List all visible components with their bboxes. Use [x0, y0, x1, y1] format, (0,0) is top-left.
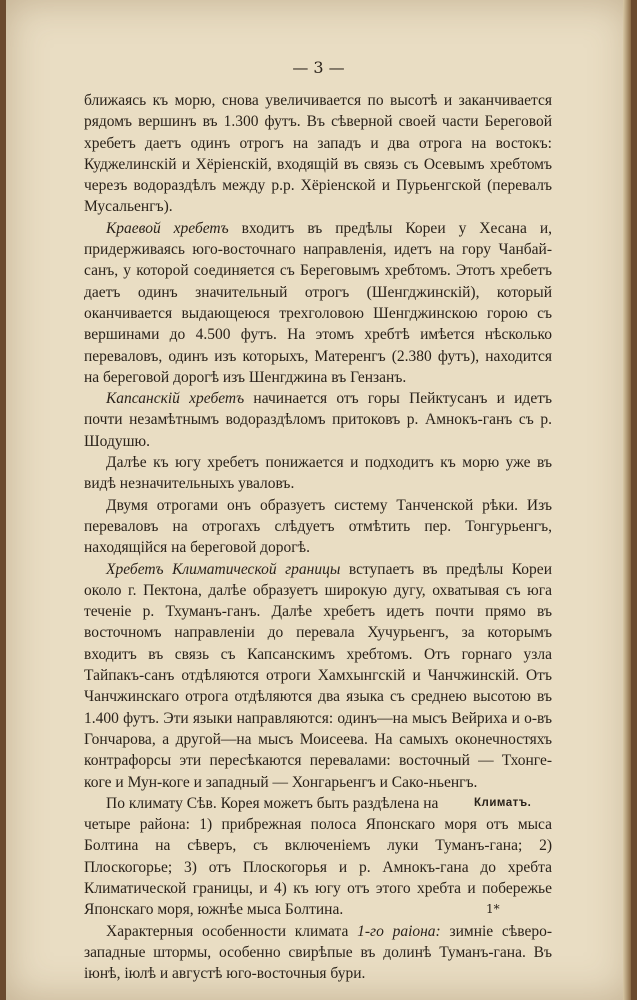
ridge-name: Капсанскій хребетъ: [106, 390, 245, 408]
paragraph-climate-intro: По климату Сѣв. Корея можетъ быть раздѣлена на: [106, 794, 439, 812]
text-line: Мусальенгъ).: [84, 198, 173, 216]
region-label: 1-го раіона:: [357, 922, 441, 940]
paragraph-text: входитъ въ предѣлы Кореи у Хесана и, придерживаясь юго-восточнаго направленія, идетъ на гору Чанбай-санъ, у которой соединяется съ Береговымъ хребтомъ. Этотъ хребетъ даетъ одинъ значительный отрогъ (Шенгджинскій), который оканчивается выдающеюся трехголовою Шенгджинскою горою съ вершинами до 4.500 футъ. На этомъ хребтѣ имѣется нѣсколько переваловъ, одинъ изъ которыхъ, Матеренгъ (2.380 футъ), находится на береговой дорогѣ изъ Шенгджина въ Гензанъ.: [84, 219, 552, 386]
signature-mark: 1*: [486, 902, 500, 916]
page-number-header: — 3 —: [292, 58, 345, 77]
paragraph-text: вступаетъ въ предѣлы Кореи около г. Пектона, далѣе образуетъ широкую дугу, охватывая съ юга теченіе р. Тхуманъ-ганъ. Далѣе хребетъ идетъ почти прямо въ восточномъ направленіи до перевала Хучурьенгъ, за которымъ входитъ въ связь съ Капсанскимъ хребтомъ. Отъ горнаго узла Тайпакъ-санъ отдѣляются отроги Хамхынгскій и Чанчжинскій. Отъ Чанчжинскаго отрога отдѣляются два языка съ среднею высотою въ 1.400 футъ. Эти языки направляются: одинъ—на мысъ Вейриха и о-въ Гончарова, а другой—на мысъ Моисеева. На самыхъ оконечностяхъ контрафорсы эти пересѣкаются перевалами: восточный — Тхонге-коге и Мун-коге и западный — Хонгарьенгъ и Сако-ньенгъ.: [84, 560, 552, 791]
margin-note-climate: Климатъ.: [474, 796, 532, 809]
paragraph-kapsan: [84, 388, 552, 452]
paragraph-region-1: [84, 921, 552, 985]
text-line: Куджелинскій и Хёріенскій, входящій въ связь съ Осевымъ хребтомъ: [84, 155, 552, 173]
paragraph-climate-regions: четыре района: 1) прибрежная полоса Японскаго моря отъ мыса Болтина на сѣверъ, съ включеніемъ луки Туманъ-гана; 2) Плоскогорье; 3) отъ Плоскогорья и р. Амнокъ-гана до хребта Климатической границы, и 4) къ югу отъ этого хребта и побережье Японскаго моря, южнѣе мыса Болтина.: [84, 816, 552, 919]
paragraph-kraevoy: [84, 218, 552, 388]
climate-section: [84, 793, 552, 814]
ridge-name: Хребетъ Климатической границы: [106, 560, 341, 578]
text-line: рядомъ вершинъ въ 1.300 футъ. Въ сѣверной своей части Береговой: [84, 113, 552, 131]
paragraph-1: [84, 90, 552, 218]
paragraph-climatic-ridge: [84, 559, 552, 793]
paragraph-text: Характерныя особенности климата: [106, 922, 358, 940]
paragraph-spurs: Двумя отрогами онъ образуетъ систему Танченской рѣки. Изъ переваловъ на отрогахъ слѣдуетъ отмѣтить пер. Тонгурьенгъ, находящійся на береговой дорогѣ.: [84, 496, 552, 557]
text-line: хребетъ даетъ одинъ отрогъ на западъ и два отрога на востокъ:: [84, 134, 552, 152]
paragraph-south: Далѣе къ югу хребетъ понижается и подходитъ къ морю уже въ видѣ незначительныхъ уваловъ.: [84, 454, 552, 493]
body-text: [84, 90, 552, 984]
paragraph-text: зимніе сѣверо-западные штормы, особенно свирѣпые въ долинѣ Туманъ-гана. Въ іюнѣ, іюлѣ и августѣ юго-восточныя бури.: [84, 922, 553, 983]
text-line: черезъ водораздѣлъ между р.р. Хёріенской и Пурьенгской (перевалъ: [84, 177, 552, 195]
paragraph-text: начинается отъ горы Пейктусанъ и идетъ почти незамѣтнымъ водораздѣломъ притоковъ р. Амнокъ-ганъ съ р. Шодушю.: [84, 390, 552, 450]
text-line: ближаясь къ морю, снова увеличивается по высотѣ и заканчивается: [84, 92, 552, 109]
page-edge: [623, 0, 631, 1000]
book-page: [6, 0, 631, 1000]
ridge-name: Краевой хребетъ: [106, 219, 229, 237]
